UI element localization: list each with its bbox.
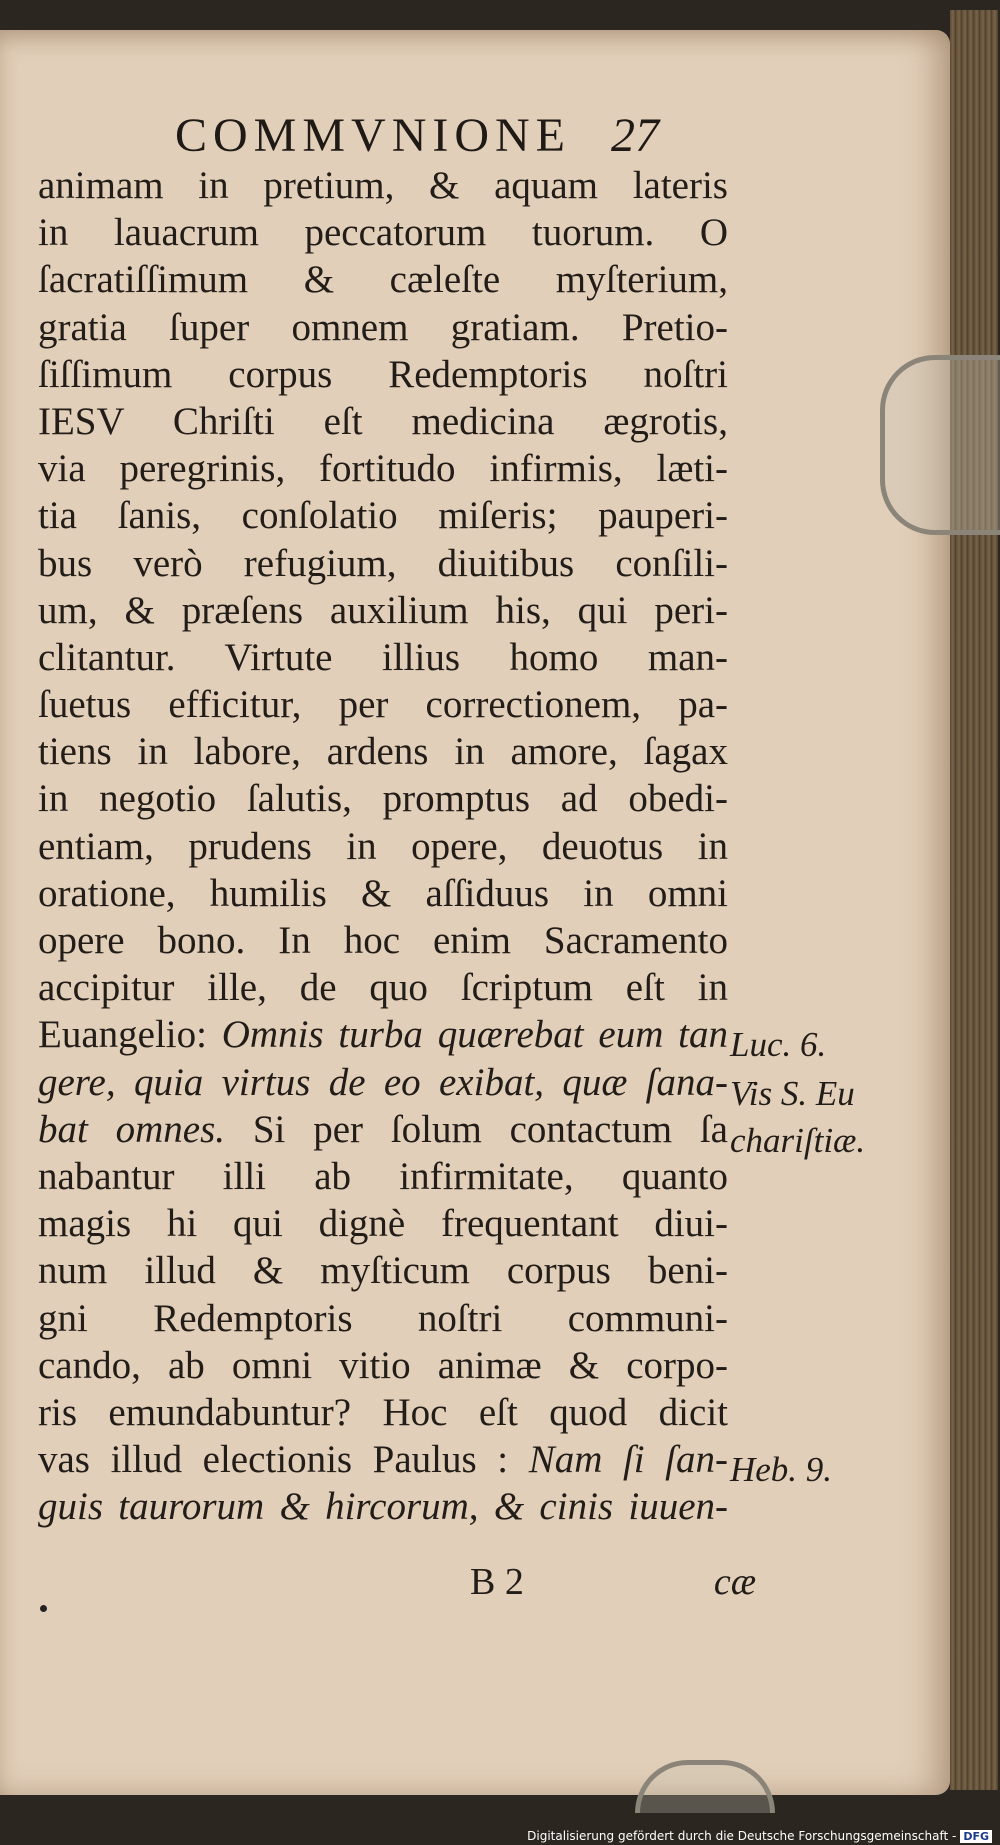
dfg-logo: DFG [960,1830,992,1843]
text-block [38,162,728,1530]
text-line: magis hi qui dignè frequentant diui- [38,1202,728,1246]
italic-run: quia virtus de eo exibat, [133,1060,545,1104]
text-line: bus verò refugium, diuitibus conſili- [38,541,728,585]
text-line: in lauacrum peccatorum tuorum. O [38,211,728,255]
catchword: cæ [713,1561,757,1603]
text-line: gni Redemptoris noſtri communi- [38,1296,728,1340]
margin-note-luc: Luc. 6. [730,1025,827,1064]
text-line: tia ſanis, conſolatio miſeris; pauperi- [38,494,728,538]
italic-run: Nam ſi ſan- [528,1438,729,1482]
text-line-mixed [38,1436,728,1483]
roman-run: Euangelio: [38,1013,207,1057]
text-line: num illud & myſticum corpus beni- [38,1249,728,1293]
digitization-credit [527,1829,992,1843]
text-line: in negotio ſalutis, promptus ad obedi- [38,777,728,821]
italic-run: quæ ſana- [562,1060,729,1104]
text-line: opere bono. In hoc enim Sacramento [38,919,728,962]
text-line: nabantur illi ab infirmitate, quanto [38,1154,728,1198]
margin-note-vis: Vis S. Eu [730,1074,855,1113]
text-line: ſuetus efficitur, per correctionem, pa- [38,683,728,727]
running-title: COMMVNIONE [175,109,571,162]
signature-mark: B 2 [470,1561,524,1603]
signature-line [470,1560,756,1604]
margin-note-vis-cont: chariſtiæ. [730,1121,866,1160]
page-clip-top [880,355,1000,535]
text-line-mixed [38,1011,728,1058]
text-line: animam in pretium, & aquam lateris [38,164,728,207]
text-line: clitantur. Virtute illius homo man- [38,635,728,679]
roman-run: vas illud electionis Paulus : [38,1438,509,1482]
margin-note-heb: Heb. 9. [730,1450,833,1489]
roman-run: Si per ſolum contactum ſa [252,1107,728,1151]
text-line: tiens in labore, ardens in amore, ſagax [38,730,728,774]
text-line-italic [38,1483,728,1530]
text-line: cando, ab omni vitio animæ & corpo- [38,1343,728,1387]
credit-text: Digitalisierung gefördert durch die Deutsche Forschungsgemeinschaft - [527,1829,957,1843]
text-line: ſiſſimum corpus Redemptoris noſtri [38,352,728,396]
page-edge [950,10,998,1790]
text-line-mixed [38,1106,728,1153]
text-line: IESV Chriſti eſt medicina ægrotis, [38,399,728,443]
text-line: entiam, prudens in opere, deuotus in [38,824,728,868]
text-line: um, & præſens auxilium his, qui peri- [38,588,728,632]
text-line: ris emundabuntur? Hoc eſt quod dicit [38,1390,728,1434]
text-line: via peregrinis, fortitudo infirmis, læti- [38,447,728,491]
italic-run: gere, [38,1060,116,1104]
page-number: 27 [611,109,659,162]
text-line: ſacratiſſimum & cæleſte myſterium, [38,258,728,302]
running-head [175,108,659,163]
text-line: accipitur ille, de quo ſcriptum eſt in [38,966,728,1010]
text-line: gratia ſuper omnem gratiam. Pretio- [38,305,728,349]
italic-run: guis taurorum & hircorum, & cinis iuuen- [38,1485,728,1529]
ink-spot [40,1605,47,1612]
italic-run: Omnis turba quærebat eum tan [221,1013,728,1057]
text-line: oratione, humilis & aſſiduus in omni [38,871,728,915]
italic-run: bat omnes. [38,1107,226,1151]
text-line-mixed [38,1059,728,1106]
